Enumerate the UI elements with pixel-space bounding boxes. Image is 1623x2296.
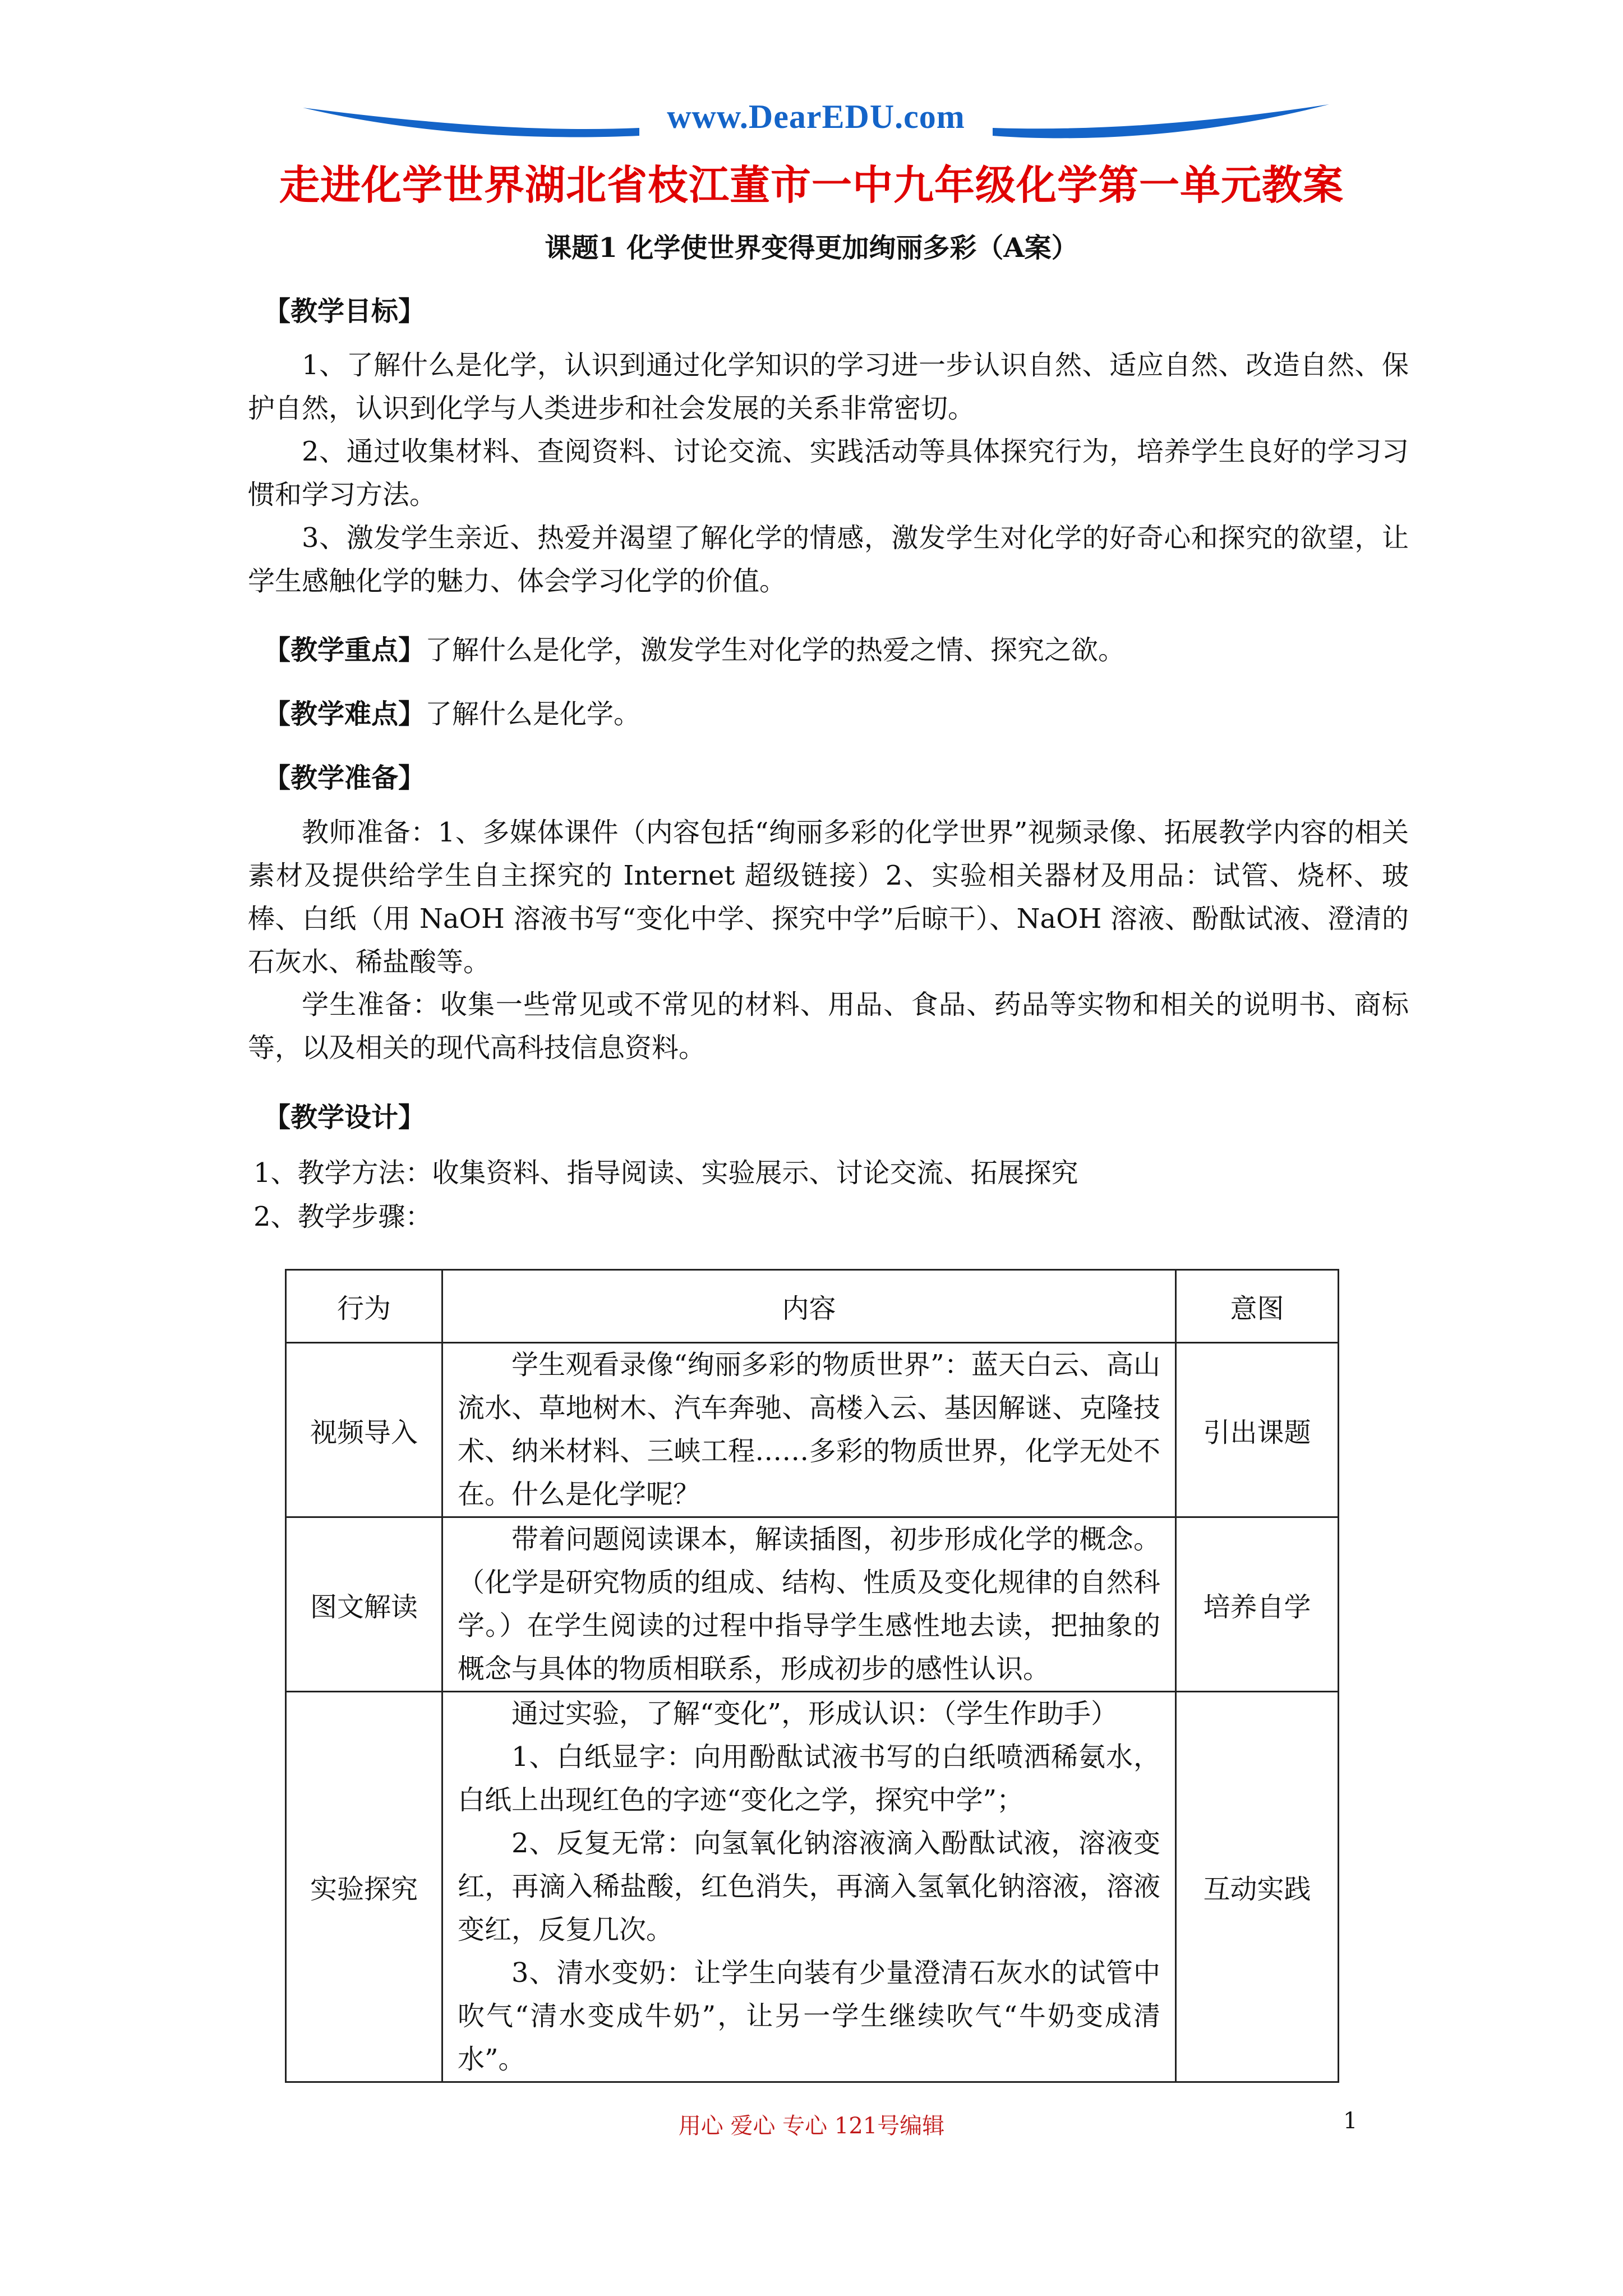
objective-item-3: 3、激发学生亲近、热爱并渴望了解化学的情感，激发学生对化学的好奇心和探究的欲望，让学生感触化学的魅力、体会学习化学的价值。	[248, 522, 1409, 597]
row-action: 图文解读	[286, 1517, 442, 1692]
key-point-text: 了解什么是化学，激发学生对化学的热爱之情、探究之欲。	[425, 634, 1126, 666]
table-row	[286, 1343, 1339, 1517]
footer-credit: 用心 爱心 专心 121号编辑	[678, 2113, 945, 2139]
objectives-heading: 【教学目标】	[264, 296, 426, 327]
difficulty	[264, 692, 640, 731]
row-intent: 培养自学	[1176, 1517, 1339, 1692]
logo-text: www.DearEDU.com	[667, 98, 965, 135]
site-logo[interactable]	[303, 95, 1329, 157]
row-content-text: 学生观看录像“绚丽多彩的物质世界”：蓝天白云、高山流水、草地树木、汽车奔驰、高楼入云、基因解谜、克隆技术、纳米材料、三峡工程……多彩的物质世界，化学无处不在。什么是化学呢？	[458, 1349, 1160, 1510]
column-header-intent: 意图	[1176, 1270, 1339, 1343]
column-header-content: 内容	[442, 1270, 1176, 1343]
difficulty-text: 了解什么是化学。	[425, 698, 641, 730]
row-content	[442, 1692, 1176, 2082]
objective-item-1: 1、了解什么是化学，认识到通过化学知识的学习进一步认识自然、适应自然、改造自然、保护自然，认识到化学与人类进步和社会发展的关系非常密切。	[248, 349, 1409, 424]
row-content	[442, 1517, 1176, 1692]
document-title: 走进化学世界湖北省枝江董市一中九年级化学第一单元教案	[279, 161, 1344, 209]
lesson-subtitle: 课题1 化学使世界变得更加绚丽多彩（A案）	[545, 232, 1078, 264]
preparation-heading: 【教学准备】	[264, 762, 426, 794]
teacher-preparation: 教师准备：1、多媒体课件（内容包括“绚丽多彩的化学世界”视频录像、拓展教学内容的相关素材及提供给学生自主探究的 Internet 超级链接）2、实验相关器材及用品：试管、烧杯、玻棒、白纸（用 NaOH 溶液书写“变化中学、探究中学”后晾干）、NaOH 溶液、酚酞试液、澄清的石灰水、稀盐酸等。	[248, 817, 1409, 978]
row-content-text: 3、清水变奶：让学生向装有少量澄清石灰水的试管中吹气“清水变成牛奶”，让另一学生继续吹气“牛奶变成清水”。	[458, 1957, 1160, 2075]
teaching-steps-label: 2、教学步骤：	[253, 1201, 432, 1232]
table-row	[286, 1692, 1339, 2082]
difficulty-label: 【教学难点】	[264, 698, 426, 730]
row-action: 视频导入	[286, 1343, 442, 1517]
row-content-text: 带着问题阅读课本，解读插图，初步形成化学的概念。（化学是研究物质的组成、结构、性质及变化规律的自然科学。）在学生阅读的过程中指导学生感性地去读，把抽象的概念与具体的物质相联系，形成初步的感性认识。	[458, 1524, 1160, 1685]
objective-item-2: 2、通过收集材料、查阅资料、讨论交流、实践活动等具体探究行为，培养学生良好的学习习惯和学习方法。	[248, 436, 1409, 510]
row-content-text: 通过实验，了解“变化”，形成认识：（学生作助手）	[511, 1698, 1118, 1729]
teaching-method: 1、教学方法：收集资料、指导阅读、实验展示、讨论交流、拓展探究	[253, 1157, 1078, 1189]
row-content	[442, 1343, 1176, 1517]
page-number: 1	[1343, 2108, 1358, 2134]
key-point	[264, 628, 1125, 667]
row-action: 实验探究	[286, 1692, 442, 2082]
row-intent: 引出课题	[1176, 1343, 1339, 1517]
table-header-row	[286, 1270, 1339, 1343]
row-intent: 互动实践	[1176, 1692, 1339, 2082]
design-heading: 【教学设计】	[264, 1102, 426, 1133]
student-preparation: 学生准备：收集一些常见或不常见的材料、用品、食品、药品等实物和相关的说明书、商标等，以及相关的现代高科技信息资料。	[248, 989, 1409, 1064]
lesson-steps-table	[285, 1269, 1339, 2083]
table-row	[286, 1517, 1339, 1692]
column-header-action: 行为	[286, 1270, 442, 1343]
row-content-text: 1、白纸显字：向用酚酞试液书写的白纸喷洒稀氨水，白纸上出现红色的字迹“变化之学，探究中学”；	[458, 1741, 1160, 1816]
key-point-label: 【教学重点】	[264, 634, 426, 666]
row-content-text: 2、反复无常：向氢氧化钠溶液滴入酚酞试液，溶液变红，再滴入稀盐酸，红色消失，再滴入氢氧化钠溶液，溶液变红，反复几次。	[458, 1828, 1160, 1945]
